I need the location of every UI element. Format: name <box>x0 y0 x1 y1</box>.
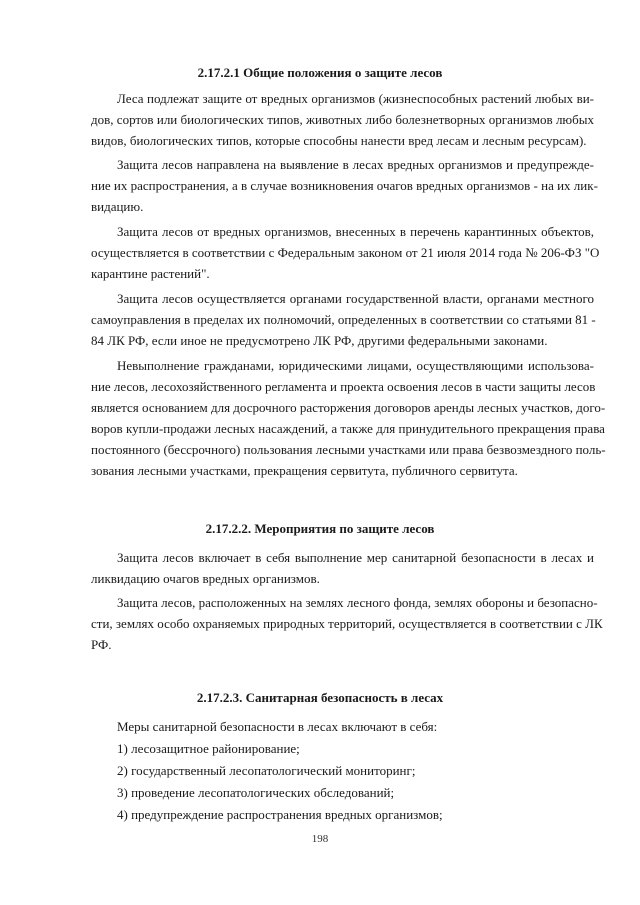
text-line: Защита лесов включает в себя выполнение мер санитарной безопасности в лесах и <box>117 550 594 565</box>
text-line: видов, биологических типов, которые способны нанести вред лесам и лесным ресурсам). <box>91 133 587 148</box>
text-line: 84 ЛК РФ, если иное не предусмотрено ЛК РФ, другими федеральными законами. <box>91 333 548 348</box>
text-line: Меры санитарной безопасности в лесах включают в себя: <box>117 719 438 734</box>
text-line: ние лесов, лесохозяйственного регламента и проекта освоения лесов в части защиты лесов <box>91 379 596 394</box>
text-line: является основанием для досрочного расторжения договоров аренды лесных участков, дого- <box>91 400 606 415</box>
text-line: видацию. <box>91 199 144 214</box>
text-line: Леса подлежат защите от вредных организмов (жизнеспособных растений любых ви- <box>117 91 594 106</box>
text-line: ние их распространения, а в случае возникновения очагов вредных организмов - на их лик- <box>91 178 598 193</box>
text-line: карантине растений". <box>91 266 210 281</box>
text-line: Защита лесов, расположенных на землях лесного фонда, землях обороны и безопасно- <box>117 595 598 610</box>
text-line: самоуправления в пределах их полномочий, определенных в соответствии со статьями 81 - <box>91 312 596 327</box>
text-line: воров купли-продажи лесных насаждений, а также для принудительного прекращения права <box>91 421 605 436</box>
text-line: дов, сортов или биологических типов, животных либо болезнетворных организмов любых <box>91 112 594 127</box>
text-line: постоянного (бессрочного) пользования лесными участками или права безвозмездного поль- <box>91 442 606 457</box>
section-heading-general: 2.17.2.1 Общие положения о защите лесов <box>197 65 443 80</box>
text-line: РФ. <box>91 637 112 652</box>
list-item: 3) проведение лесопатологических обследований; <box>117 785 395 800</box>
list-item: 1) лесозащитное районирование; <box>117 741 300 756</box>
text-line: Защита лесов осуществляется органами государственной власти, органами местного <box>117 291 594 306</box>
text-line: Защита лесов направлена на выявление в лесах вредных организмов и предупрежде- <box>117 157 594 172</box>
page-number: 198 <box>311 833 329 845</box>
list-item: 4) предупреждение распространения вредных организмов; <box>117 807 443 822</box>
text-line: сти, землях особо охраняемых природных территорий, осуществляется в соответствии с ЛК <box>91 616 603 631</box>
text-line: осуществляется в соответствии с Федеральным законом от 21 июля 2014 года № 206-ФЗ "О <box>91 245 600 260</box>
text-line: зования лесными участками, прекращения сервитута, публичного сервитута. <box>91 463 518 478</box>
section-heading-sanitary: 2.17.2.3. Санитарная безопасность в лесах <box>196 690 444 705</box>
text-line: Защита лесов от вредных организмов, внесенных в перечень карантинных объектов, <box>117 224 594 239</box>
list-item: 2) государственный лесопатологический мониторинг; <box>117 763 416 778</box>
text-line: Невыполнение гражданами, юридическими лицами, осуществляющими использова- <box>117 358 594 373</box>
section-heading-measures: 2.17.2.2. Мероприятия по защите лесов <box>205 521 435 536</box>
text-line: ликвидацию очагов вредных организмов. <box>91 571 320 586</box>
